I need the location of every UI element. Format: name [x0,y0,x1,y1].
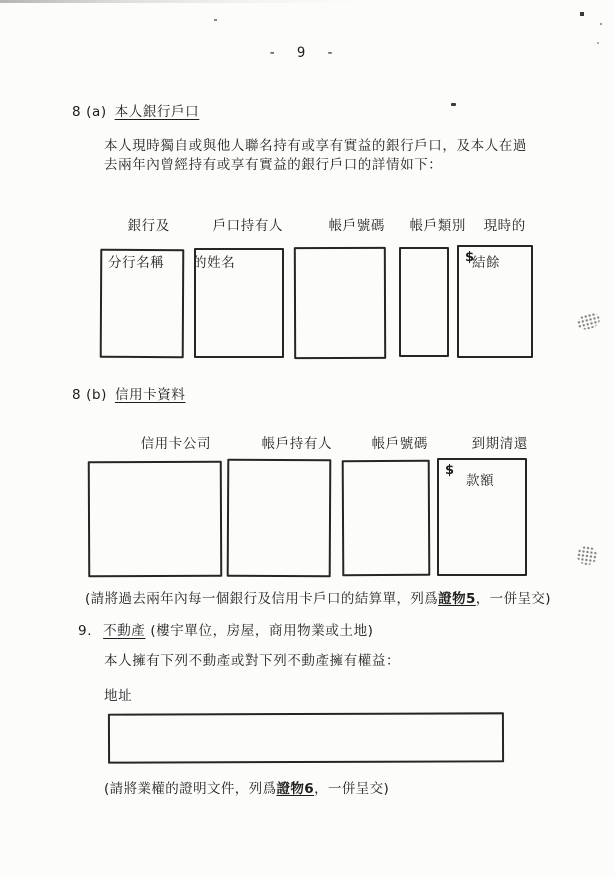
column-header-account-holder: 戶口持有人 的姓名 [193,217,284,271]
scan-speck [451,103,456,106]
section-9-paragraph: 本人擁有下列不動產或對下列不動產擁有權益： [104,653,401,669]
dollar-sign: $ [465,250,475,265]
page-number: - 9 - [268,45,341,61]
exhibit-5-reference: 證物5 [438,591,476,607]
column-header-credit-card-company: 信用卡公司 [140,435,212,452]
section-8b-label: 8 (b) [72,387,107,403]
column-header-account-number: 帳戶號碼 [371,435,428,452]
credit-account-number-box[interactable] [342,460,431,576]
section-8a-paragraph: 本人現時獨自或與他人聯名持有或享有實益的銀行戶口，及本人在過去兩年內曾經持有或享有實益的銀行戶口的詳情如下： [104,138,527,173]
section-9-title: 不動產 [103,623,146,639]
account-number-box[interactable] [294,247,386,359]
section-8a-title: 本人銀行戶口 [114,104,200,120]
exhibit-6-note: (請將業權的證明文件，列爲證物6，一併呈交) [104,781,390,797]
section-8a-label: 8 (a) [72,104,107,120]
credit-account-holder-box[interactable] [227,459,332,578]
column-header-current-balance: 現時的 結餘 [472,217,526,271]
exhibit-6-reference: 證物6 [276,781,315,797]
address-box[interactable] [108,712,504,763]
credit-card-company-box[interactable] [88,461,223,578]
section-9-title-suffix: (樓宇單位，房屋，商用物業或土地) [150,623,374,639]
section-8b-heading [72,386,185,405]
column-header-amount-due: 到期清還 款額 [466,435,528,489]
dollar-sign: $ [445,463,455,478]
column-header-account-type: 帳戶類別 [409,217,466,234]
column-header-account-holder: 帳戶持有人 [261,435,333,452]
scan-speck [214,19,217,21]
bank-branch-name-box[interactable] [100,249,185,358]
address-label: 地址 [104,688,133,704]
exhibit-5-note: (請將過去兩年內每一個銀行及信用卡戶口的結算單，列爲證物5，一併呈交) [85,591,551,607]
column-header-bank-branch: 銀行及 分行名稱 [108,217,170,271]
scan-speck [580,12,584,16]
scan-squiggle [576,311,602,331]
scan-speck [600,23,602,25]
account-holder-name-box[interactable] [194,248,284,358]
section-9-label: 9. [78,623,93,639]
account-type-box[interactable] [399,247,449,357]
section-9-heading [78,622,374,641]
scan-speck [597,42,599,44]
scan-smudge-top [0,0,370,3]
section-8a-heading [72,103,199,122]
current-balance-box[interactable] [457,245,533,358]
scan-squiggle [576,545,598,567]
column-header-account-number: 帳戶號碼 [328,217,385,234]
section-8b-title: 信用卡資料 [114,387,186,403]
amount-due-box[interactable] [437,458,527,576]
